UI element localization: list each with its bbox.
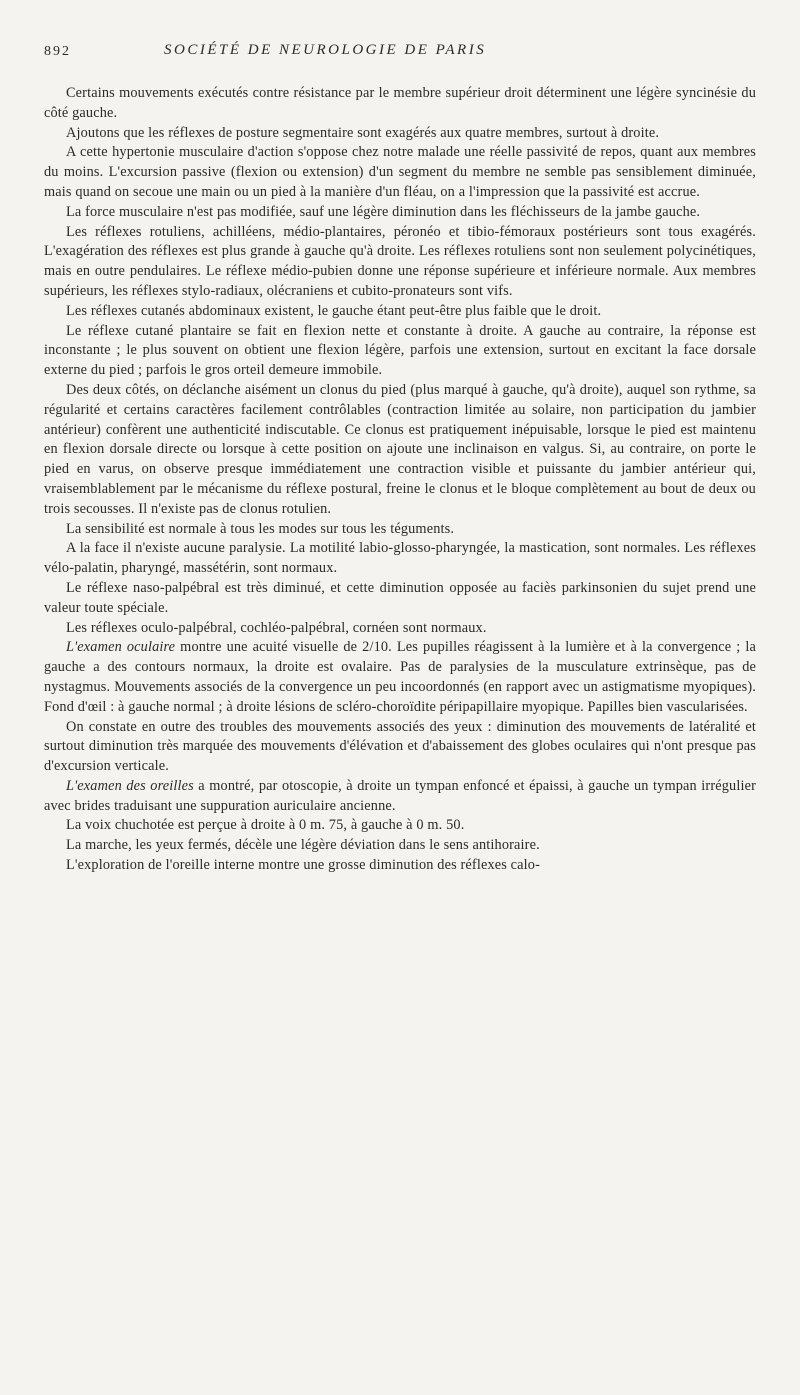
paragraph-text: a montré, par otoscopie, à droite un tympan enfoncé et épaissi, à gauche un tympan irrégulier avec brides traduisant une suppuration auriculaire ancienne. bbox=[44, 777, 756, 814]
paragraph-text: Le réflexe cutané plantaire se fait en flexion nette et constante à droite. A gauche au contraire, la réponse est inconstante ; le plus souvent on obtient une flexion légère, parfois une extension, surtout en excitant la face dorsale externe du pied ; parfois le gros orteil demeure immobile. bbox=[44, 322, 756, 379]
paragraph-text: Ajoutons que les réflexes de posture segmentaire sont exagérés aux quatre membres, surtout à droite. bbox=[66, 124, 660, 141]
paragraph bbox=[44, 124, 756, 144]
paragraph-text: A cette hypertonie musculaire d'action s'oppose chez notre malade une réelle passivité de repos, quant aux membres du moins. L'excursion passive (flexion ou extension) d'un segment du membre ne semble pas sensiblement diminuée, mais quand on secoue une main ou un pied à la manière d'un fléau, on a l'impression que la passivité est accrue. bbox=[44, 144, 756, 200]
body-text bbox=[44, 84, 756, 876]
paragraph-text: montre une acuité visuelle de 2/10. Les pupilles réagissent à la lumière et à la convergence ; la gauche a des contours normaux, la droite est ovalaire. Pas de paralysies de la musculature extrinsèque, pas de nystagmus. Mouvements associés de la convergence un peu incoordonnés (en rapport avec un astigmatisme myopiques). Fond d'œil : à gauche normal ; à droite lésions de scléro-choroïdite péripapillaire myopique. Papilles bien vascularisées. bbox=[44, 639, 756, 715]
paragraph bbox=[44, 322, 756, 381]
journal-title: SOCIÉTÉ DE NEUROLOGIE DE PARIS bbox=[164, 42, 487, 58]
paragraph bbox=[44, 638, 756, 717]
paragraph bbox=[44, 520, 756, 540]
paragraph bbox=[44, 381, 756, 520]
paragraph-text: On constate en outre des troubles des mouvements associés des yeux : diminution des mouvements de latéralité et surtout diminution très marquée des mouvements d'élévation et d'abaissement des globes oculaires qui n'ont presque pas d'excursion verticale. bbox=[44, 718, 756, 775]
paragraph bbox=[44, 84, 756, 124]
page-number: 892 bbox=[44, 44, 71, 59]
paragraph bbox=[44, 223, 756, 302]
paragraph bbox=[44, 718, 756, 777]
paragraph bbox=[44, 619, 756, 639]
paragraph-text: Le réflexe naso-palpébral est très diminué, et cette diminution opposée au faciès parkinsonien du sujet prend une valeur toute spéciale. bbox=[44, 579, 756, 616]
paragraph-text: A la face il n'existe aucune paralysie. La motilité labio-glosso-pharyngée, la mastication, sont normales. Les réflexes vélo-palatin, pharyngé, massétérin, sont normaux. bbox=[44, 540, 756, 577]
paragraph-text: Les réflexes oculo-palpébral, cochléo-palpébral, cornéen sont normaux. bbox=[66, 619, 487, 636]
paragraph-text: La sensibilité est normale à tous les modes sur tous les téguments. bbox=[66, 520, 455, 537]
document-page bbox=[44, 40, 756, 876]
paragraph-text: Les réflexes cutanés abdominaux existent, le gauche étant peut-être plus faible que le droit. bbox=[66, 302, 602, 319]
paragraph bbox=[44, 203, 756, 223]
paragraph bbox=[44, 777, 756, 817]
paragraph bbox=[44, 539, 756, 579]
paragraph-text: Les réflexes rotuliens, achilléens, médio-plantaires, péronéo et tibio-fémoraux postérieurs sont tous exagérés. L'exagération des réflexes est plus grande à gauche qu'à droite. Les réflexes rotuliens sont non seulement polycinétiques, mais en outre pendulaires. Le réflexe médio-pubien donne une réponse supérieure et inférieure normale. Aux membres supérieurs, les réflexes stylo-radiaux, olécraniens et cubito-pronateurs sont vifs. bbox=[44, 223, 756, 299]
paragraph bbox=[44, 816, 756, 836]
paragraph-text: La voix chuchotée est perçue à droite à 0 m. 75, à gauche à 0 m. 50. bbox=[66, 817, 465, 834]
paragraph bbox=[44, 302, 756, 322]
paragraph bbox=[44, 579, 756, 619]
paragraph bbox=[44, 856, 756, 876]
running-head bbox=[44, 40, 756, 70]
paragraph-lead: L'examen des oreilles bbox=[66, 777, 194, 794]
paragraph bbox=[44, 836, 756, 856]
paragraph-lead: L'examen oculaire bbox=[66, 639, 176, 656]
paragraph bbox=[44, 143, 756, 202]
paragraph-text: Certains mouvements exécutés contre résistance par le membre supérieur droit déterminent une légère syncinésie du côté gauche. bbox=[44, 85, 756, 121]
paragraph-text: La marche, les yeux fermés, décèle une légère déviation dans le sens antihoraire. bbox=[66, 837, 540, 854]
paragraph-text: L'exploration de l'oreille interne montre une grosse diminution des réflexes calo- bbox=[66, 857, 541, 874]
paragraph-text: Des deux côtés, on déclanche aisément un clonus du pied (plus marqué à gauche, qu'à droite), auquel son rythme, sa régularité et certains caractères facilement contrôlables (contraction limitée au solaire, non participation du jambier antérieur) confèrent une authenticité indiscutable. Ce clonus est pratiquement inépuisable, lorsque le pied est maintenu en flexion dorsale directe ou lorsque à cette position on ajoute une inclinaison en valgus. Si, au contraire, on porte le pied en varus, on observe presque immédiatement une contraction visible et puissante du jambier antérieur qui, vraisemblablement par le mécanisme du réflexe postural, freine le clonus et le bloque complètement au bout de deux ou trois secousses. Il n'existe pas de clonus rotulien. bbox=[44, 381, 756, 517]
paragraph-text: La force musculaire n'est pas modifiée, sauf une légère diminution dans les fléchisseurs de la jambe gauche. bbox=[66, 203, 701, 220]
